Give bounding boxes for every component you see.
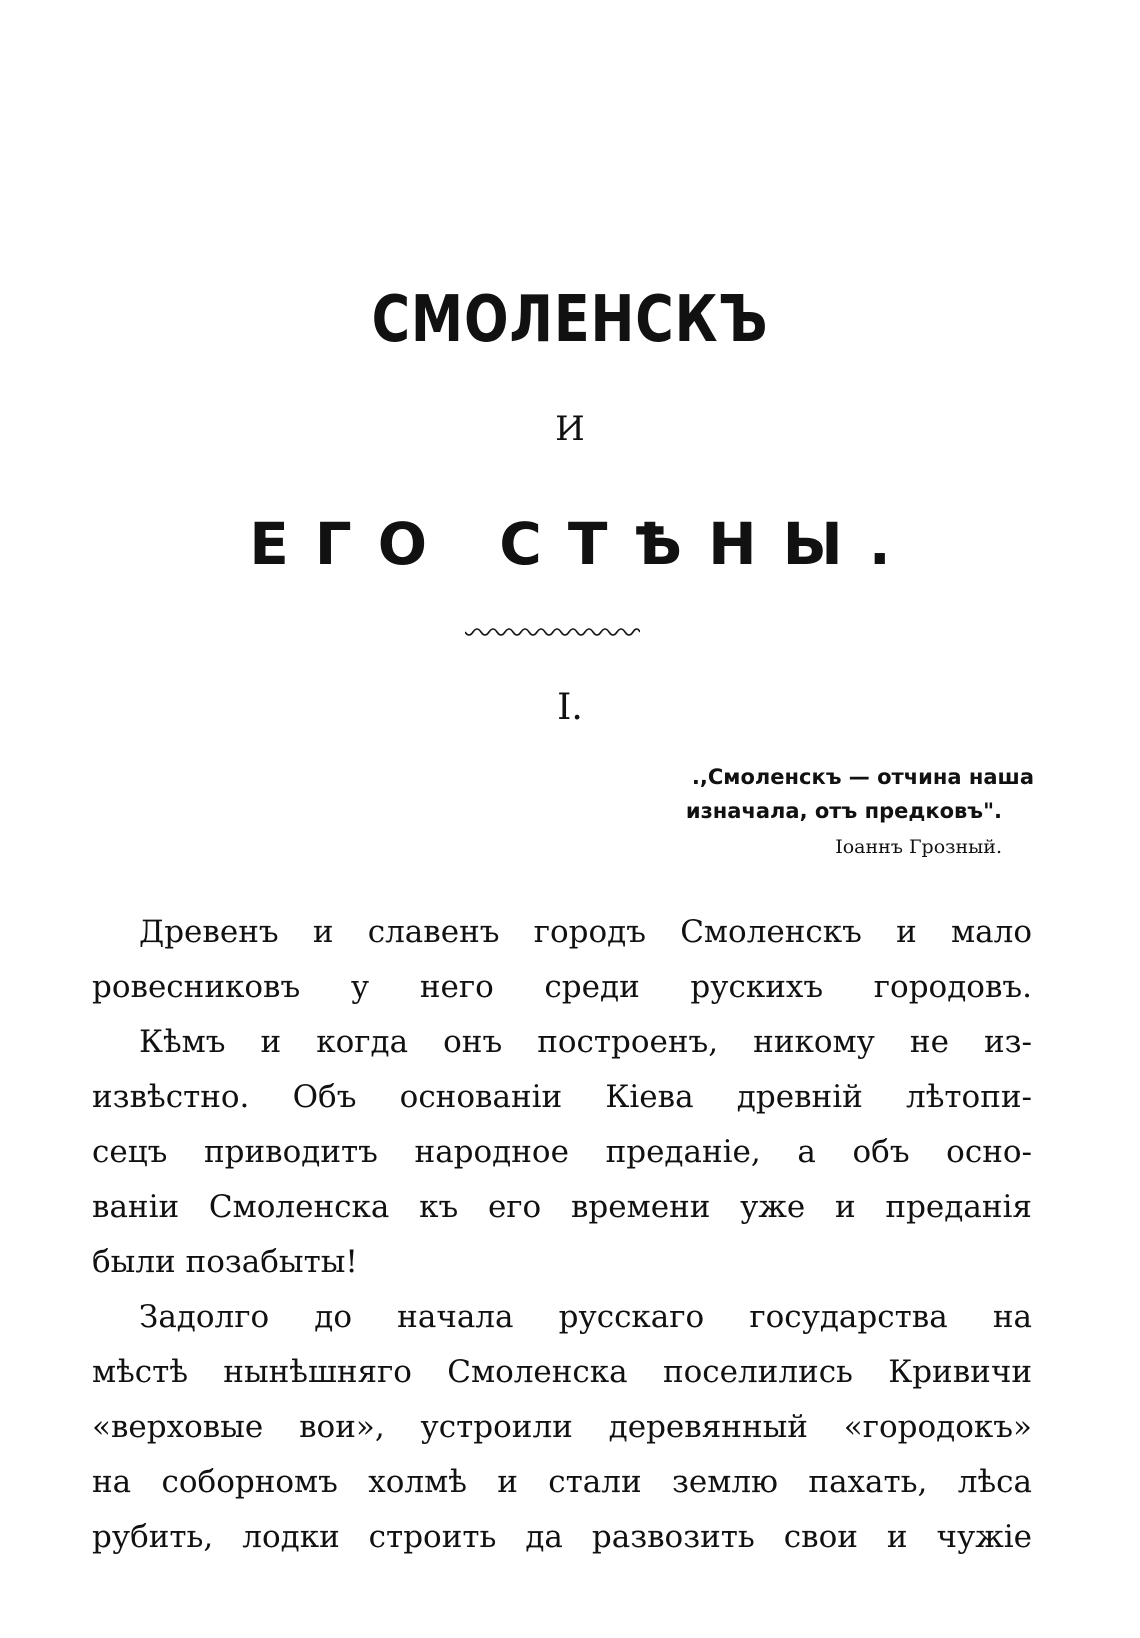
text-line: были позабыты! — [92, 1244, 358, 1280]
text-line: Задолго до начала русскаго государства на — [139, 1299, 1032, 1335]
text-line: ровесниковъ у него среди рускихъ городовъ. — [92, 969, 1032, 1005]
title-conjunction: И — [555, 409, 585, 449]
wavy-divider — [465, 628, 640, 640]
epigraph-line-1: .,Смоленскъ — отчина наша — [691, 765, 1034, 789]
text-line: извѣстно. Объ основаніи Кіева древній лѣтопи- — [92, 1079, 1032, 1115]
chapter-number: I. — [557, 687, 583, 728]
title-main: СМОЛЕНСКЪ — [371, 283, 769, 357]
title-sub: ЕГО СТѢНЫ. — [249, 510, 917, 578]
text-line: мѣстѣ нынѣшняго Смоленска поселились Кривичи — [92, 1354, 1032, 1390]
text-line: рубить, лодки строить да развозить свои и чужіе — [92, 1519, 1032, 1555]
epigraph-line-2: изначала, отъ предковъ". — [685, 799, 1002, 823]
text-line: на соборномъ холмѣ и стали землю пахать, лѣса — [92, 1464, 1032, 1500]
text-line: ваніи Смоленска къ его времени уже и преданія — [92, 1189, 1032, 1225]
text-line: «верховые вои», устроили деревянный «городокъ» — [92, 1409, 1032, 1445]
body-text — [92, 905, 1032, 1565]
text-line: Кѣмъ и когда онъ построенъ, никому не из- — [139, 1024, 1032, 1060]
text-line: Древенъ и славенъ городъ Смоленскъ и мало — [139, 914, 1032, 950]
text-line: сецъ приводитъ народное преданіе, а объ осно- — [92, 1134, 1032, 1170]
epigraph-author: Іоаннъ Грозный. — [835, 836, 1002, 858]
epigraph — [686, 760, 1034, 864]
